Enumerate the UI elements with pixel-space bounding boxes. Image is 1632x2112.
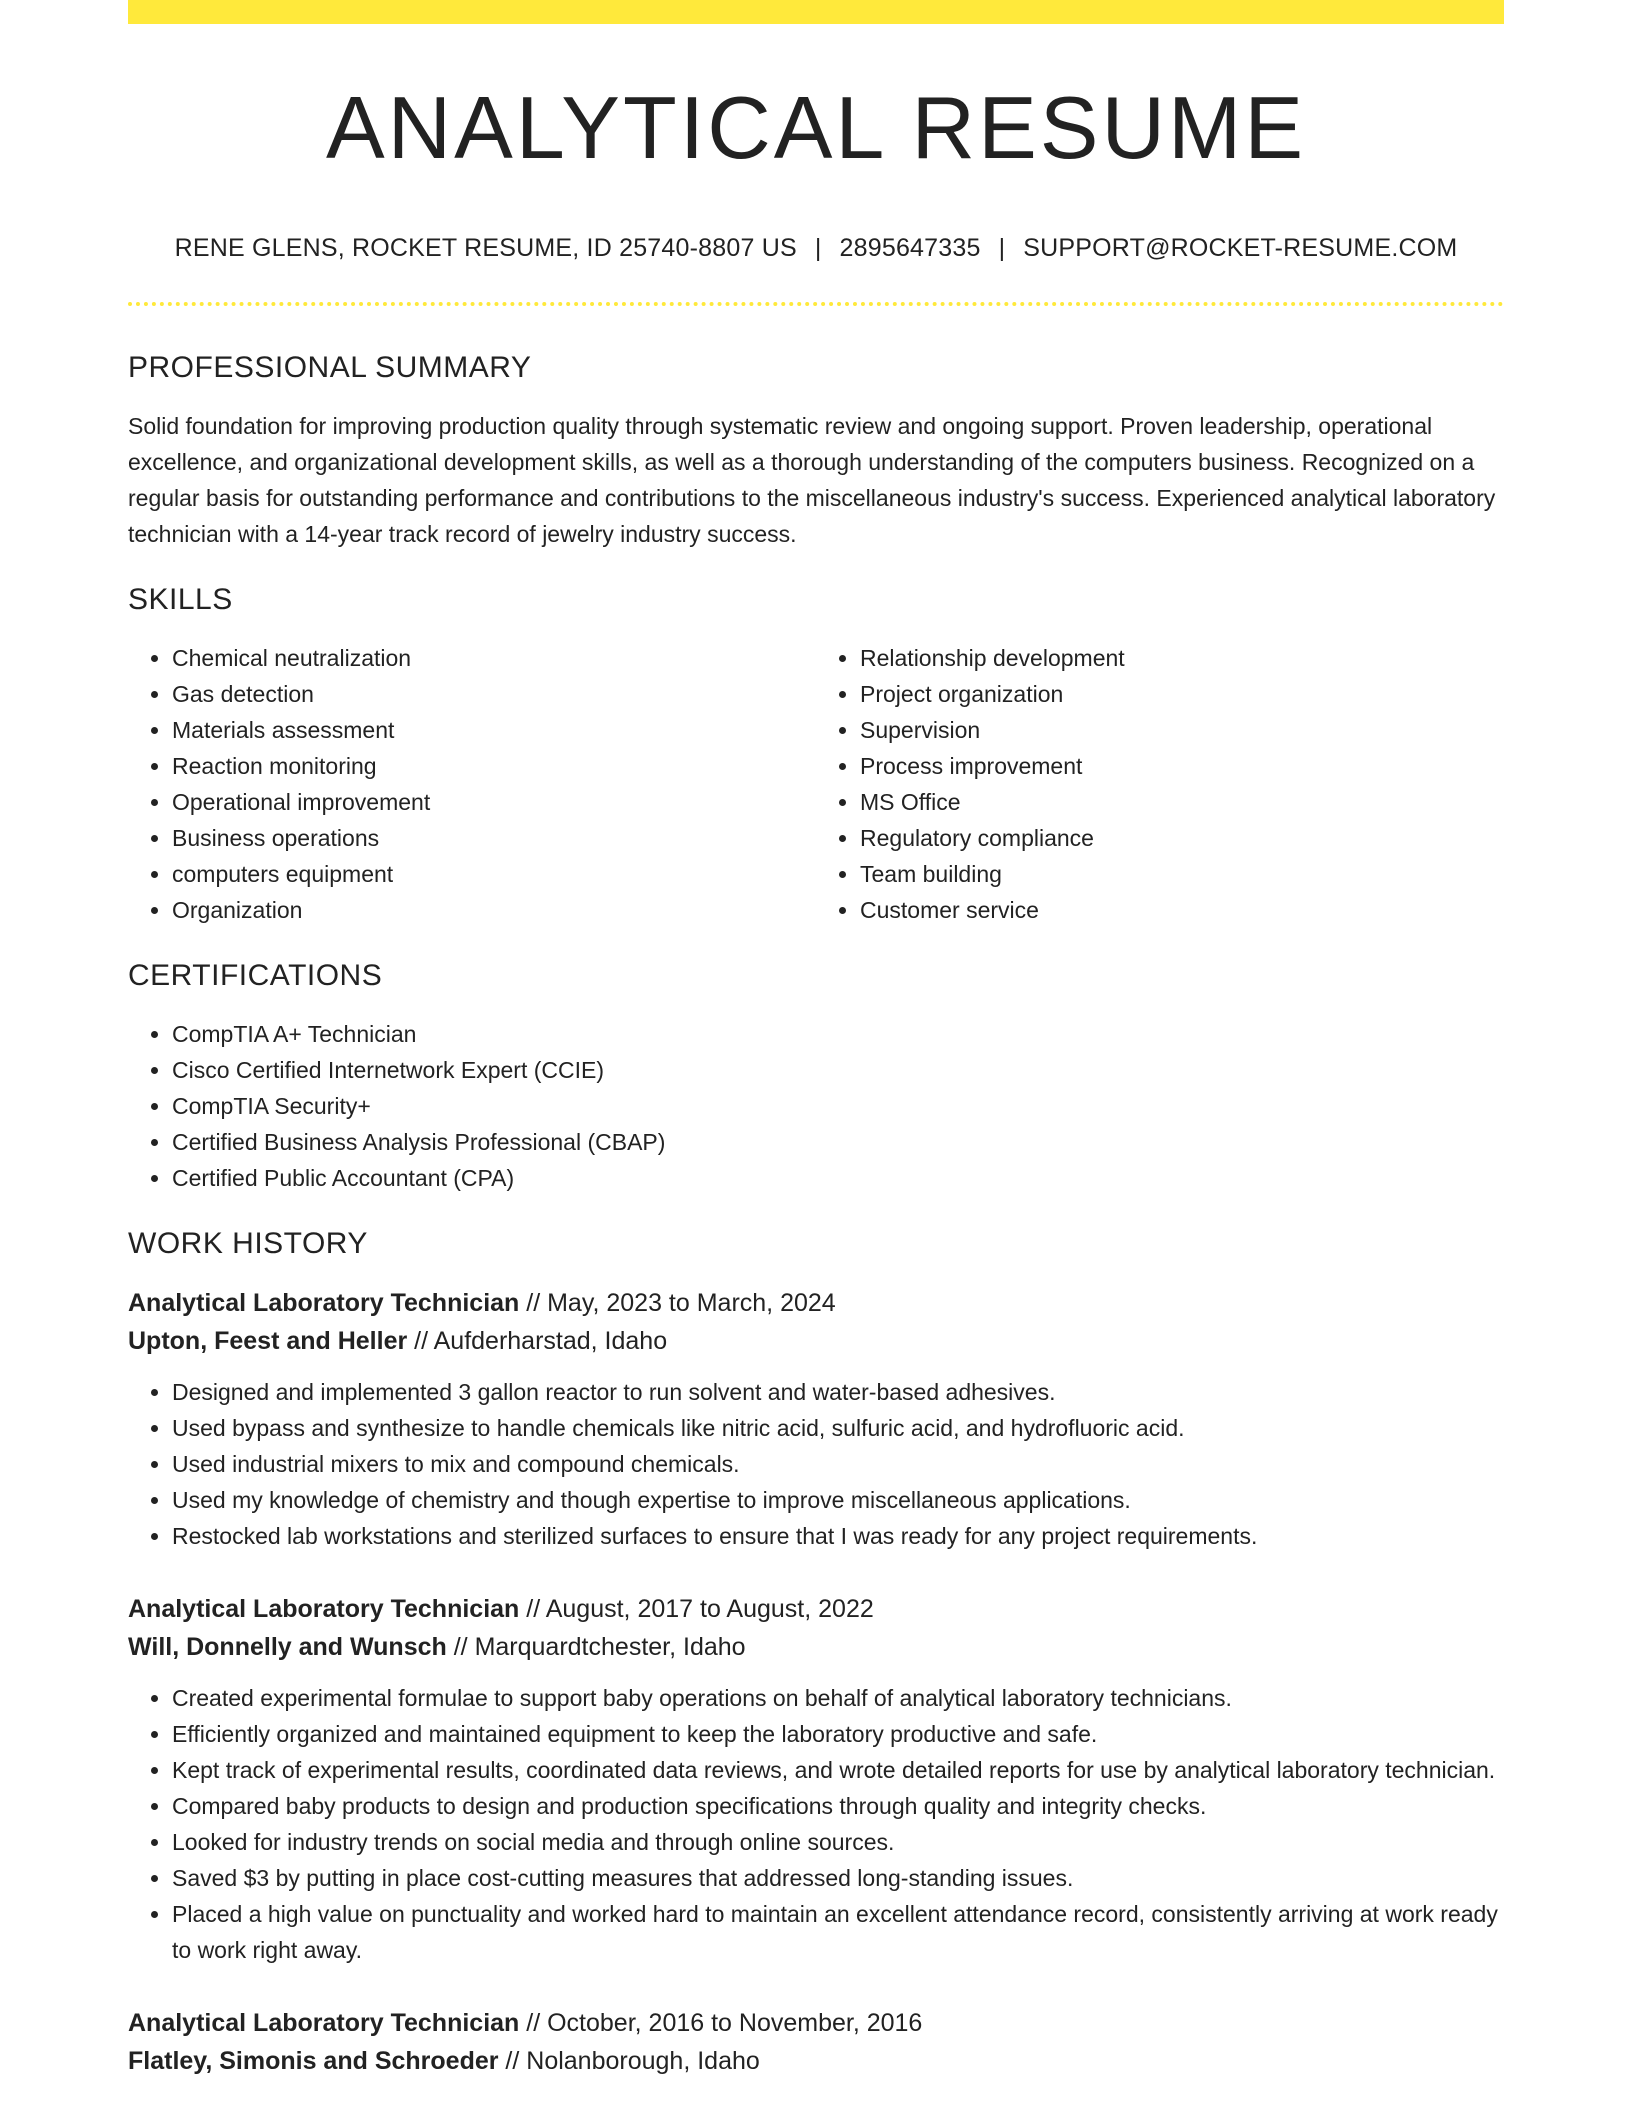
certifications-list [128, 1016, 1504, 1196]
job-bullet: • Compared baby products to design and production specifications through quality and integrity checks. [172, 1788, 1504, 1824]
job-bullets [128, 1680, 1504, 1968]
contact-address: RENE GLENS, ROCKET RESUME, ID 25740-8807 US [174, 234, 797, 262]
summary-section [128, 350, 1504, 552]
certifications-section [128, 958, 1504, 1196]
job-bullet: • Designed and implemented 3 gallon reactor to run solvent and water-based adhesives. [172, 1374, 1504, 1410]
skill-item: • computers equipment [172, 856, 816, 892]
skills-heading: SKILLS [128, 583, 233, 616]
contact-separator: | [998, 234, 1006, 262]
skills-list-left [128, 640, 816, 928]
summary-heading: PROFESSIONAL SUMMARY [128, 351, 532, 384]
contact-phone: 2895647335 [839, 234, 981, 262]
job-entry [128, 2004, 1504, 2080]
header-divider [128, 302, 1504, 306]
job-entry [128, 1284, 1504, 1554]
contact-email: SUPPORT@ROCKET-RESUME.COM [1023, 234, 1458, 262]
work-history-section [128, 1226, 1504, 2080]
job-bullets [128, 1374, 1504, 1554]
job-title-line [128, 1284, 1504, 1322]
job-bullet: • Saved $3 by putting in place cost-cutting measures that addressed long-standing issues. [172, 1860, 1504, 1896]
job-company-line [128, 1628, 1504, 1666]
skill-item: • MS Office [860, 784, 1504, 820]
page-title: ANALYTICAL RESUME [325, 78, 1307, 177]
certification-item: • Certified Public Accountant (CPA) [172, 1160, 1504, 1196]
skill-item: • Customer service [860, 892, 1504, 928]
skills-section [128, 582, 1504, 928]
job-bullet: • Kept track of experimental results, coordinated data reviews, and wrote detailed reports for use by analytical laboratory technician. [172, 1752, 1504, 1788]
job-bullet: • Restocked lab workstations and sterilized surfaces to ensure that I was ready for any project requirements. [172, 1518, 1504, 1554]
skill-item: • Materials assessment [172, 712, 816, 748]
job-location: // Aufderharstad, Idaho [407, 1327, 668, 1355]
skill-item: • Team building [860, 856, 1504, 892]
job-bullet: • Created experimental formulae to support baby operations on behalf of analytical laboratory technicians. [172, 1680, 1504, 1716]
job-location: // Nolanborough, Idaho [498, 2047, 760, 2075]
contact-line [128, 232, 1504, 264]
job-bullet: • Used bypass and synthesize to handle chemicals like nitric acid, sulfuric acid, and hydrofluoric acid. [172, 1410, 1504, 1446]
job-dates: // August, 2017 to August, 2022 [519, 1595, 874, 1623]
top-accent-bar [128, 0, 1504, 24]
contact-separator: | [814, 234, 822, 262]
job-bullet: • Placed a high value on punctuality and worked hard to maintain an excellent attendance record, consistently arriving at work ready to work right away. [172, 1896, 1504, 1968]
job-dates: // May, 2023 to March, 2024 [519, 1289, 836, 1317]
skill-item: • Regulatory compliance [860, 820, 1504, 856]
certification-item: • Cisco Certified Internetwork Expert (CCIE) [172, 1052, 1504, 1088]
certification-item: • Certified Business Analysis Professional (CBAP) [172, 1124, 1504, 1160]
skill-item: • Operational improvement [172, 784, 816, 820]
job-company-line [128, 1322, 1504, 1360]
job-title: Analytical Laboratory Technician [128, 2009, 520, 2037]
job-title: Analytical Laboratory Technician [128, 1595, 520, 1623]
job-company: Will, Donnelly and Wunsch [128, 1633, 447, 1661]
job-dates: // October, 2016 to November, 2016 [519, 2009, 923, 2037]
job-bullet: • Used my knowledge of chemistry and though expertise to improve miscellaneous applications. [172, 1482, 1504, 1518]
work-history-heading: WORK HISTORY [128, 1227, 368, 1260]
certification-item: • CompTIA Security+ [172, 1088, 1504, 1124]
job-bullet: • Used industrial mixers to mix and compound chemicals. [172, 1446, 1504, 1482]
skill-item: • Chemical neutralization [172, 640, 816, 676]
certification-item: • CompTIA A+ Technician [172, 1016, 1504, 1052]
skill-item: • Gas detection [172, 676, 816, 712]
job-title-line [128, 1590, 1504, 1628]
job-company: Upton, Feest and Heller [128, 1327, 408, 1355]
job-title: Analytical Laboratory Technician [128, 1289, 520, 1317]
job-location: // Marquardtchester, Idaho [446, 1633, 746, 1661]
skill-item: • Supervision [860, 712, 1504, 748]
job-company-line [128, 2042, 1504, 2080]
skills-grid [128, 618, 1504, 928]
summary-text: Solid foundation for improving production quality through systematic review and ongoing support. Proven leadership, operational excellence, and organizational development skills, as well as a thorough understanding of the computers business. Recognized on a regular basis for outstanding performance and contributions to the miscellaneous industry's success. Experienced analytical laboratory technician with a 14-year track record of jewelry industry success. [128, 413, 1496, 547]
job-title-line [128, 2004, 1504, 2042]
skill-item: • Organization [172, 892, 816, 928]
job-company: Flatley, Simonis and Schroeder [128, 2047, 499, 2075]
job-bullet: • Looked for industry trends on social media and through online sources. [172, 1824, 1504, 1860]
job-entry [128, 1590, 1504, 1968]
skill-item: • Relationship development [860, 640, 1504, 676]
job-bullet: • Efficiently organized and maintained equipment to keep the laboratory productive and safe. [172, 1716, 1504, 1752]
skill-item: • Project organization [860, 676, 1504, 712]
certifications-heading: CERTIFICATIONS [128, 959, 383, 992]
resume-page [128, 0, 1504, 2112]
skill-item: • Business operations [172, 820, 816, 856]
skills-list-right [816, 640, 1504, 928]
skill-item: • Process improvement [860, 748, 1504, 784]
skill-item: • Reaction monitoring [172, 748, 816, 784]
